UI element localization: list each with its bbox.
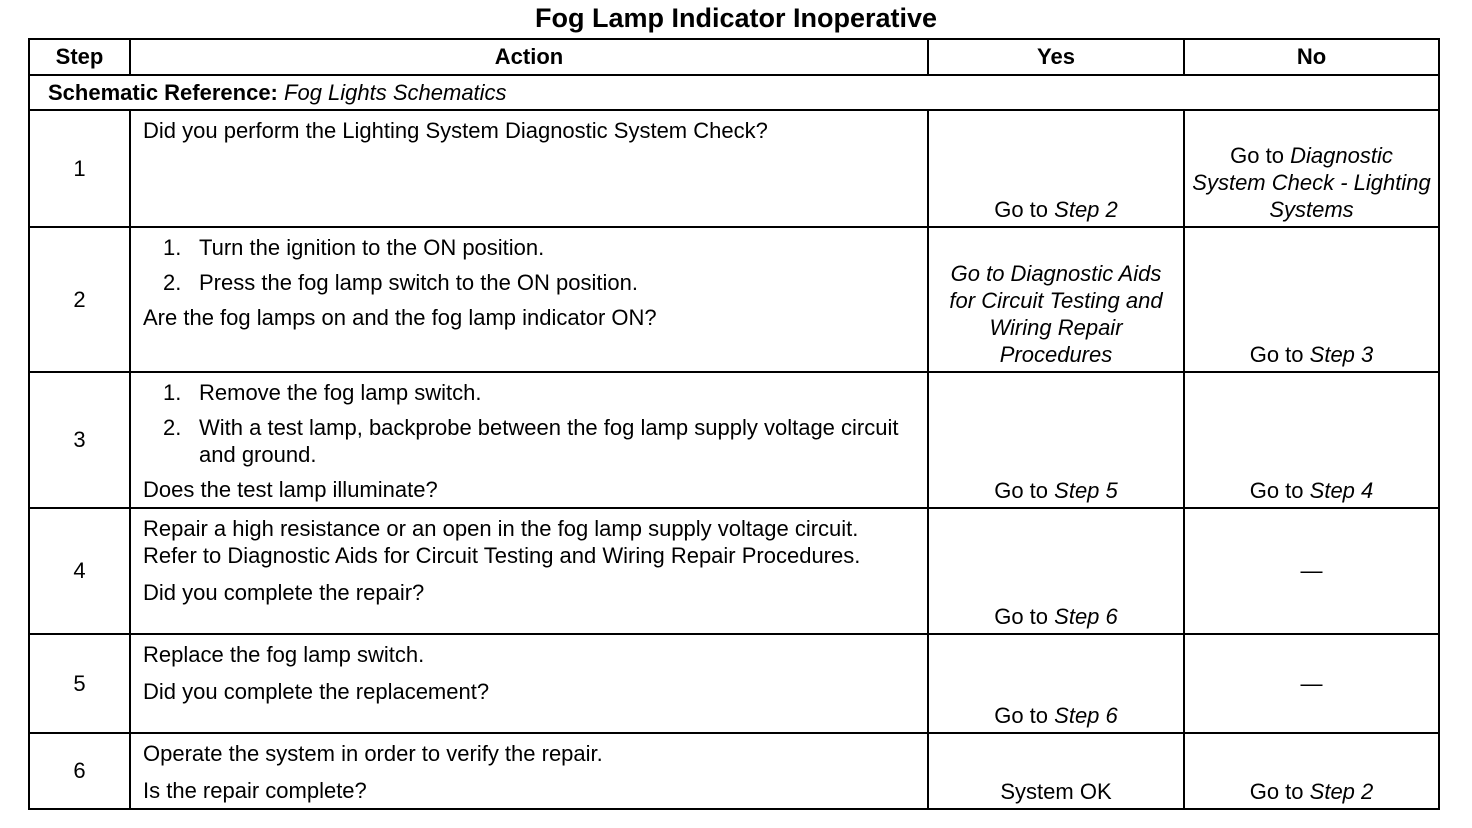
page-title: Fog Lamp Indicator Inoperative: [534, 3, 938, 33]
yes-link[interactable]: Step 5: [1054, 478, 1118, 503]
list-item: 2. Press the fog lamp switch to the ON position.: [163, 270, 638, 295]
no-cell: [1184, 733, 1439, 809]
step-number: 5: [29, 634, 130, 733]
question-text: Did you complete the repair?: [143, 580, 425, 605]
header-step: Step: [29, 39, 130, 75]
yes-cell: [928, 508, 1184, 634]
step-number: 2: [29, 227, 130, 372]
no-link[interactable]: Step 3: [1309, 342, 1374, 367]
table-row: [29, 508, 1439, 634]
question-text: Did you complete the replacement?: [143, 679, 490, 704]
list-item: 2. With a test lamp, backprobe between the fog lamp supply voltage circuit and ground.: [163, 415, 899, 467]
no-link[interactable]: Diagnostic System Check - Lighting Systems: [1192, 143, 1431, 222]
yes-prefix: Go to: [994, 478, 1049, 503]
yes-prefix: Go to: [994, 703, 1049, 728]
no-cell: [1184, 372, 1439, 508]
schematic-link[interactable]: Fog Lights Schematics: [284, 79, 507, 105]
no-prefix: Go to: [1230, 143, 1284, 168]
header-action: Action: [130, 39, 928, 75]
header-row: [29, 39, 1439, 75]
header-no: No: [1184, 39, 1439, 75]
no-link[interactable]: Step 4: [1309, 478, 1374, 503]
schematic-reference: [29, 75, 1439, 110]
yes-cell: [928, 372, 1184, 508]
action-cell: [130, 227, 928, 372]
schematic-row: [29, 75, 1439, 110]
action-cell: [130, 733, 928, 809]
diagnostic-table: [28, 38, 1440, 810]
action-cell: [130, 110, 928, 227]
no-cell: [1184, 110, 1439, 227]
step-number: 3: [29, 372, 130, 508]
table-row: [29, 227, 1439, 372]
yes-prefix: Go to: [994, 604, 1049, 629]
yes-cell: [928, 227, 1184, 372]
no-cell: [1184, 634, 1439, 733]
yes-link[interactable]: Step 6: [1054, 703, 1118, 728]
schematic-label: Schematic Reference:: [48, 79, 278, 105]
instruction-text: Repair a high resistance or an open in the fog lamp supply voltage circuit. Refer to Diagnostic Aids for Circuit Testing and Wiring Repair Procedures.: [143, 516, 861, 568]
table-row: [29, 634, 1439, 733]
no-cell: [1184, 508, 1439, 634]
question-text: Is the repair complete?: [143, 778, 367, 803]
yes-cell: [928, 733, 1184, 809]
instruction-text: Replace the fog lamp switch.: [143, 642, 425, 667]
step-number: 4: [29, 508, 130, 634]
yes-text: System OK: [1000, 779, 1112, 804]
yes-cell: [928, 110, 1184, 227]
table-row: [29, 733, 1439, 809]
list-item: 1. Turn the ignition to the ON position.: [163, 235, 545, 260]
question-text: Did you perform the Lighting System Diagnostic System Check?: [143, 118, 768, 143]
question-text: Are the fog lamps on and the fog lamp indicator ON?: [143, 305, 657, 330]
no-prefix: Go to: [1249, 342, 1304, 367]
yes-prefix: Go to: [994, 197, 1049, 222]
yes-link[interactable]: Go to Diagnostic Aids for Circuit Testing and Wiring Repair Procedures: [949, 261, 1163, 367]
action-cell: [130, 634, 928, 733]
action-cell: [130, 372, 928, 508]
step-number: 1: [29, 110, 130, 227]
no-dash: —: [1300, 558, 1323, 583]
no-cell: [1184, 227, 1439, 372]
yes-link[interactable]: Step 6: [1054, 604, 1118, 629]
table-row: [29, 372, 1439, 508]
list-item: 1. Remove the fog lamp switch.: [163, 380, 482, 405]
no-link[interactable]: Step 2: [1309, 779, 1374, 804]
yes-link[interactable]: Step 2: [1054, 197, 1118, 222]
table-row: [29, 110, 1439, 227]
instruction-list: [143, 379, 915, 468]
no-prefix: Go to: [1249, 478, 1304, 503]
instruction-list: [143, 234, 915, 296]
no-dash: —: [1300, 670, 1323, 696]
action-cell: [130, 508, 928, 634]
step-number: 6: [29, 733, 130, 809]
yes-cell: [928, 634, 1184, 733]
question-text: Does the test lamp illuminate?: [143, 477, 438, 502]
instruction-text: Operate the system in order to verify the repair.: [143, 741, 603, 766]
header-yes: Yes: [928, 39, 1184, 75]
no-prefix: Go to: [1249, 779, 1304, 804]
